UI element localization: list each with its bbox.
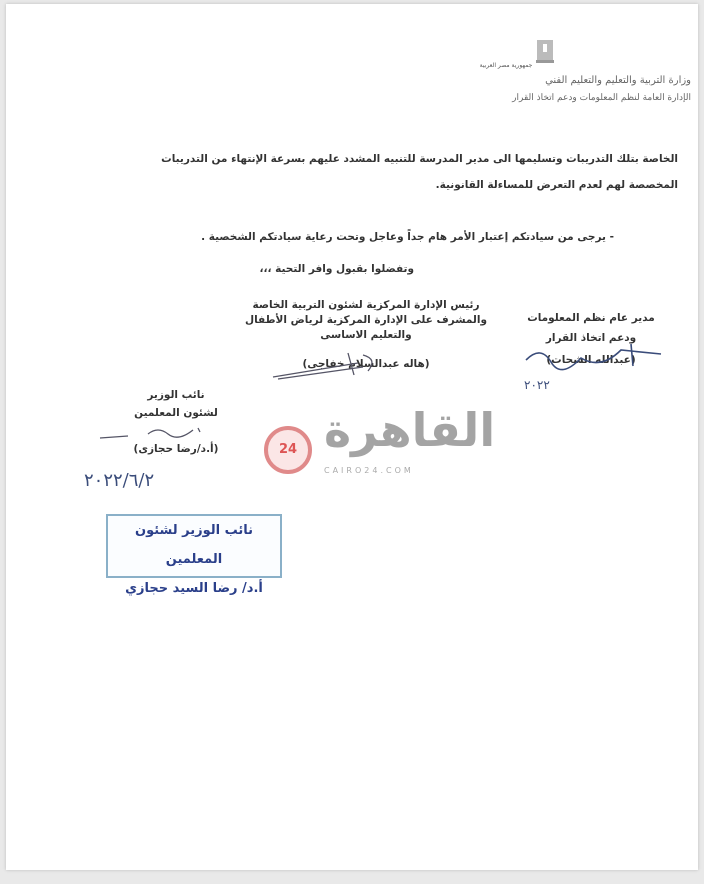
signature-middle [268,349,388,381]
watermark-latin: CAIRO24.COM [324,466,414,475]
stamp-line-2: أ.د/ رضا السيد حجازي [125,581,263,596]
stamp-line-1: نائب الوزير لشئون المعلمين [134,523,254,567]
signatory-middle-title: رئيس الإدارة المركزية لشئون التربية الخاصة [252,299,480,311]
signatory-left [106,386,246,458]
watermark-arabic: القاهرة [324,403,496,457]
document-page [6,4,698,870]
signatory-right-title2: ودعم اتخاذ القرار [545,332,637,344]
handwritten-date-left: ٢٠٢٢/٦/٢ [84,470,155,491]
header-ministry: وزارة التربية والتعليم والتعليم الفني [545,75,691,86]
handwritten-date-right: ٢٠٢٢ [524,378,550,392]
official-stamp [106,514,282,596]
signatory-middle-title2: والمشرف على الإدارة المركزية لرياض الأطفال [245,314,487,326]
egypt-eagle-emblem-icon [534,38,556,64]
signatory-left-name: (أ.د/رضا حجازى) [133,443,219,455]
signatory-middle-title3: والتعليم الاساسى [320,329,412,341]
closing-greeting: وتفضلوا بقبول وافر التحية ،،، [259,263,414,275]
signatory-left-title: نائب الوزير [147,389,205,401]
signatory-left-title2: لشئون المعلمين [134,407,218,419]
body-bullet: - يرجى من سيادتكم إعتبار الأمر هام جداً وعاجل وتحت رعاية سيادتكم الشخصية . [201,231,614,243]
signatory-right-name: (عبدالله الشحات) [546,354,636,366]
body-line-2: المخصصة لهم لعدم التعرض للمساءلة القانونية. [435,179,678,191]
signatory-right-title: مدير عام نظم المعلومات [527,312,655,324]
signatory-middle-name: (هاله عبدالسلام خفاجى) [302,358,430,370]
body-line-1: الخاصة بتلك التدريبات وتسليمها الى مدير المدرسة للتنبيه المشدد عليهم بسرعة الإنتهاء من التدريبات [161,153,678,165]
watermark-badge: 24 [264,426,312,474]
header-country: جمهورية مصر العربية [479,62,533,69]
header-department: الإدارة العامة لنظم المعلومات ودعم اتخاذ القرار [512,93,691,103]
signature-right [521,340,671,380]
signature-left [98,424,208,442]
